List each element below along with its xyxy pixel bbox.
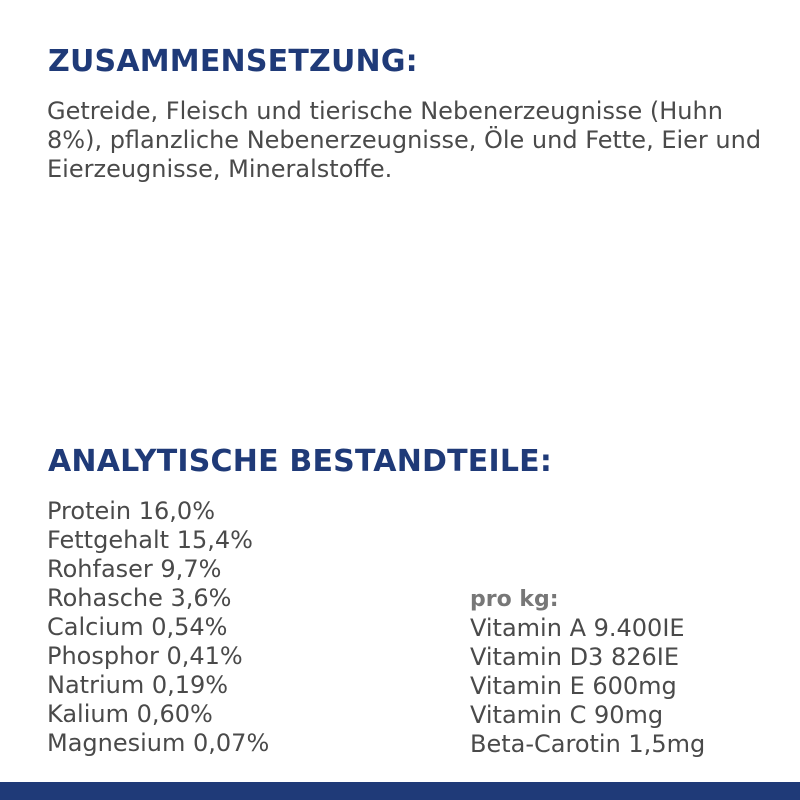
composition-text: Getreide, Fleisch und tierische Nebenerzeugnisse (Huhn 8%), pflanzliche Nebenerzeugnisse, Öle und Fette, Eier und Eierzeugnisse, Mineralstoffe. xyxy=(47,97,762,183)
vitamin-item: Vitamin C 90mg xyxy=(470,701,664,729)
analytical-item: Kalium 0,60% xyxy=(47,700,213,728)
vitamin-item: Vitamin A 9.400IE xyxy=(470,614,685,642)
vitamin-block xyxy=(470,585,705,759)
analytical-item: Natrium 0,19% xyxy=(47,671,229,699)
analytical-item: Phosphor 0,41% xyxy=(47,642,243,670)
vitamin-item: Vitamin D3 826IE xyxy=(470,643,679,671)
analytical-item: Protein 16,0% xyxy=(47,497,215,525)
analytical-heading: ANALYTISCHE BESTANDTEILE: xyxy=(48,444,553,479)
analytical-item: Fettgehalt 15,4% xyxy=(47,526,253,554)
analytical-item: Rohasche 3,6% xyxy=(47,584,232,612)
analytical-item: Calcium 0,54% xyxy=(47,613,228,641)
footer-bar xyxy=(0,782,800,800)
analytical-item: Magnesium 0,07% xyxy=(47,729,270,757)
vitamin-item: Vitamin E 600mg xyxy=(470,672,677,700)
composition-heading: ZUSAMMENSETZUNG: xyxy=(48,44,418,79)
analytical-list xyxy=(47,497,269,758)
analytical-item: Rohfaser 9,7% xyxy=(47,555,222,583)
vitamin-subheading: pro kg: xyxy=(470,587,559,612)
vitamin-list xyxy=(470,614,705,759)
vitamin-item: Beta-Carotin 1,5mg xyxy=(470,730,706,758)
